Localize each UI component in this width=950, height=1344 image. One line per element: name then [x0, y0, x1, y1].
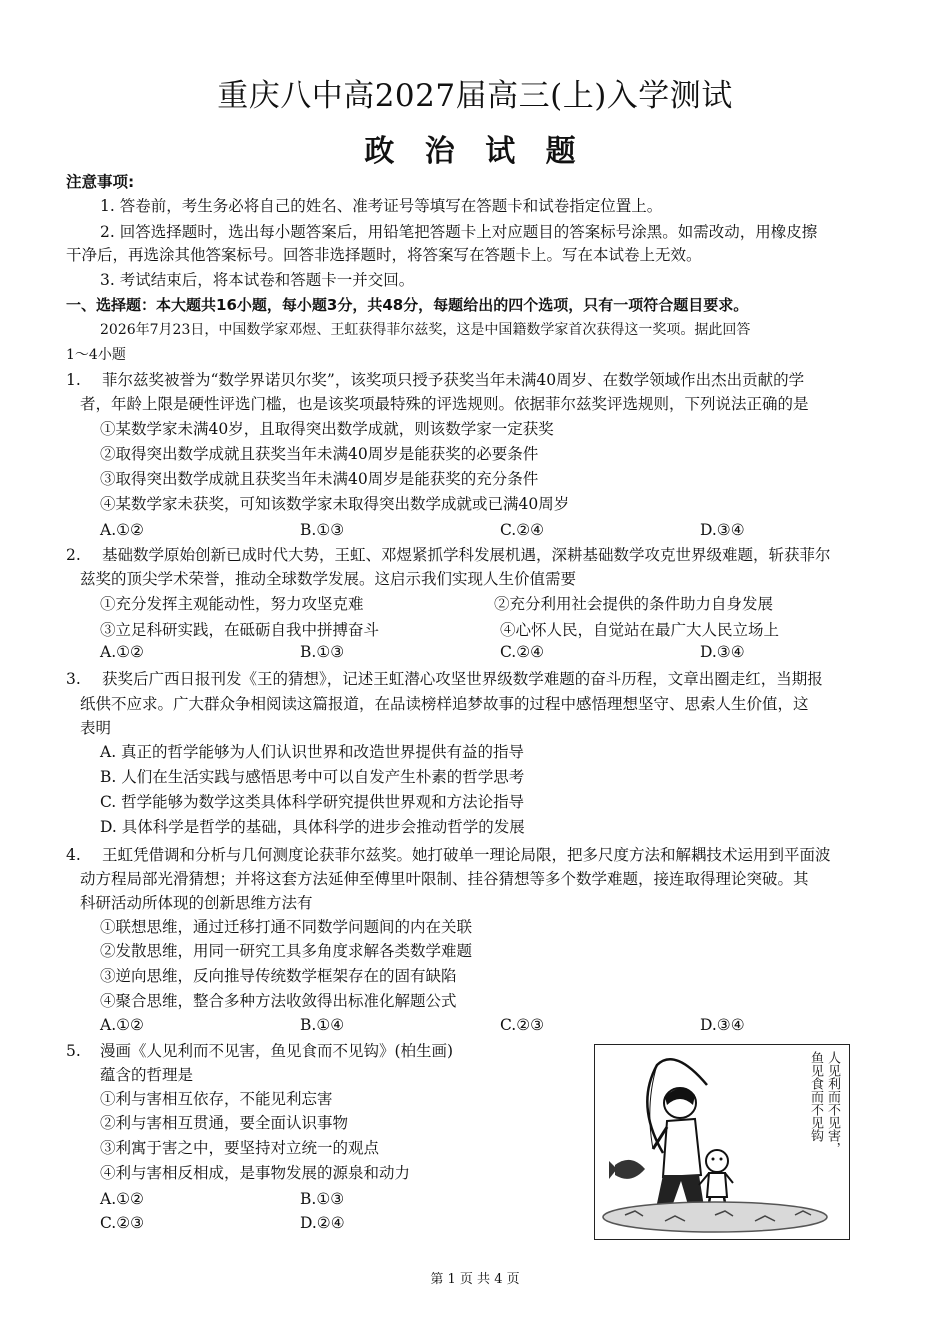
q2-option-b[interactable]: B.①③: [300, 643, 345, 661]
exam-title: 重庆八中高2027届高三(上)入学测试: [217, 78, 733, 114]
section-heading: 一、选择题：本大题共16小题，每小题3分，共48分，每题给出的四个选项，只有一项符合题目要求。: [66, 296, 749, 314]
q1-option-c[interactable]: C.②④: [500, 521, 545, 539]
q1-number: 1.: [66, 371, 81, 389]
q2-statement-1: ①充分发挥主观能动性，努力攻坚克难: [100, 595, 364, 613]
q5-statement-2: ②利与害相互贯通，要全面认识事物: [100, 1114, 349, 1132]
exam-subtitle: 政 治 试 题: [364, 134, 586, 169]
q3-option-b[interactable]: B. 人们在生活实践与感悟思考中可以自发产生朴素的哲学思考: [100, 768, 525, 786]
q4-statement-1: ①联想思维，通过迁移打通不同数学问题间的内在关联: [100, 918, 473, 936]
q1-option-d[interactable]: D.③④: [700, 521, 745, 539]
q5-stem-a: 漫画《人见利而不见害，鱼见食而不见钩》(柏生画): [100, 1042, 454, 1060]
notice-item-2a: 2. 回答选择题时，选出每小题答案后，用铅笔把答题卡上对应题目的答案标号涂黑。如需改动，用橡皮擦: [100, 223, 818, 241]
notice-item-2b: 干净后，再选涂其他答案标号。回答非选择题时，将答案写在答题卡上。写在本试卷上无效。: [66, 246, 702, 264]
q4-statement-2: ②发散思维，用同一研究工具多角度求解各类数学难题: [100, 942, 473, 960]
q3-option-d[interactable]: D. 具体科学是哲学的基础，具体科学的进步会推动哲学的发展: [100, 818, 525, 836]
q3-stem-b: 纸供不应求。广大群众争相阅读这篇报道，在品读榜样追梦故事的过程中感悟理想坚守、思索人生价值，这: [80, 695, 809, 713]
comic-caption-line-2: 鱼见食而不见钩: [808, 1051, 823, 1142]
q4-option-c[interactable]: C.②③: [500, 1016, 545, 1034]
q4-statement-3: ③逆向思维，反向推导传统数学框架存在的固有缺陷: [100, 967, 457, 985]
q5-option-c[interactable]: C.②③: [100, 1214, 145, 1232]
q5-statement-1: ①利与害相互依存，不能见利忘害: [100, 1090, 333, 1108]
q3-stem-c: 表明: [80, 719, 112, 737]
q4-option-d[interactable]: D.③④: [700, 1016, 745, 1034]
comic-illustration: [594, 1044, 850, 1240]
q4-stem-b: 动方程局部光滑猜想；并将这套方法延伸至傅里叶限制、挂谷猜想等多个数学难题，接连取得理论突破。其: [80, 870, 809, 888]
comic-caption-line-1: 人见利而不见害，: [825, 1051, 840, 1155]
notice-heading: 注意事项:: [66, 173, 135, 191]
q1-stem-a: 菲尔兹奖被誉为“数学界诺贝尔奖”，该奖项只授予获奖当年未满40周岁、在数学领域作出杰出贡献的学: [102, 371, 805, 389]
q5-stem-b: 蕴含的哲理是: [100, 1066, 194, 1084]
q1-stem-b: 者，年龄上限是硬性评选门槛，也是该奖项最特殊的评选规则。依据菲尔兹奖评选规则，下列说法正确的是: [80, 395, 809, 413]
q1-statement-4: ④某数学家未获奖，可知该数学家未取得突出数学成就或已满40周岁: [100, 495, 570, 513]
q4-option-b[interactable]: B.①④: [300, 1016, 345, 1034]
section-intro-a: 2026年7月23日，中国数学家邓煜、王虹获得菲尔兹奖，这是中国籍数学家首次获得这一奖项。据此回答: [100, 322, 751, 338]
q2-option-a[interactable]: A.①②: [100, 643, 144, 661]
q2-number: 2.: [66, 546, 81, 564]
notice-item-1: 1. 答卷前，考生务必将自己的姓名、准考证号等填写在答题卡和试卷指定位置上。: [100, 197, 663, 215]
q3-option-c[interactable]: C. 哲学能够为数学这类具体科学研究提供世界观和方法论指导: [100, 793, 525, 811]
q4-statement-4: ④聚合思维，整合多种方法收敛得出标准化解题公式: [100, 992, 457, 1010]
notice-item-3: 3. 考试结束后，将本试卷和答题卡一并交回。: [100, 271, 415, 289]
q2-option-c[interactable]: C.②④: [500, 643, 545, 661]
q1-statement-2: ②取得突出数学成就且获奖当年未满40周岁是能获奖的必要条件: [100, 445, 539, 463]
q5-option-b[interactable]: B.①③: [300, 1190, 345, 1208]
q4-stem-c: 科研活动所体现的创新思维方法有: [80, 894, 313, 912]
q5-option-d[interactable]: D.②④: [300, 1214, 345, 1232]
q2-statement-2: ②充分利用社会提供的条件助力自身发展: [494, 595, 774, 613]
q1-option-b[interactable]: B.①③: [300, 521, 345, 539]
q5-option-a[interactable]: A.①②: [100, 1190, 144, 1208]
q2-statement-4: ④心怀人民，自觉站在最广大人民立场上: [500, 621, 780, 639]
q2-stem-b: 兹奖的顶尖学术荣誉，推动全球数学发展。这启示我们实现人生价值需要: [80, 570, 577, 588]
q3-option-a[interactable]: A. 真正的哲学能够为人们认识世界和改造世界提供有益的指导: [100, 743, 525, 761]
q2-statement-3: ③立足科研实践，在砥砺自我中拼搏奋斗: [100, 621, 380, 639]
q3-stem-a: 获奖后广西日报刊发《王的猜想》，记述王虹潜心攻坚世界级数学难题的奋斗历程，文章出圈走红，当期报: [102, 670, 823, 688]
q2-option-d[interactable]: D.③④: [700, 643, 745, 661]
q1-statement-1: ①某数学家未满40岁，且取得突出数学成就，则该数学家一定获奖: [100, 420, 554, 438]
q1-option-a[interactable]: A.①②: [100, 521, 144, 539]
section-intro-b: 1～4小题: [66, 347, 126, 363]
q1-statement-3: ③取得突出数学成就且获奖当年未满40周岁是能获奖的充分条件: [100, 470, 539, 488]
q5-number: 5.: [66, 1042, 81, 1060]
page-footer: 第 1 页 共 4 页: [430, 1272, 520, 1287]
q5-statement-4: ④利与害相反相成，是事物发展的源泉和动力: [100, 1164, 411, 1182]
q4-option-a[interactable]: A.①②: [100, 1016, 144, 1034]
q5-statement-3: ③利寓于害之中，要坚持对立统一的观点: [100, 1139, 380, 1157]
q4-stem-a: 王虹凭借调和分析与几何测度论获菲尔兹奖。她打破单一理论局限，把多尺度方法和解耦技术运用到平面波: [102, 846, 831, 864]
q2-stem-a: 基础数学原始创新已成时代大势，王虹、邓煜紧抓学科发展机遇，深耕基础数学攻克世界级难题，斩获菲尔: [102, 546, 831, 564]
comic-caption: [808, 1051, 839, 1155]
q3-number: 3.: [66, 670, 81, 688]
q4-number: 4.: [66, 846, 81, 864]
